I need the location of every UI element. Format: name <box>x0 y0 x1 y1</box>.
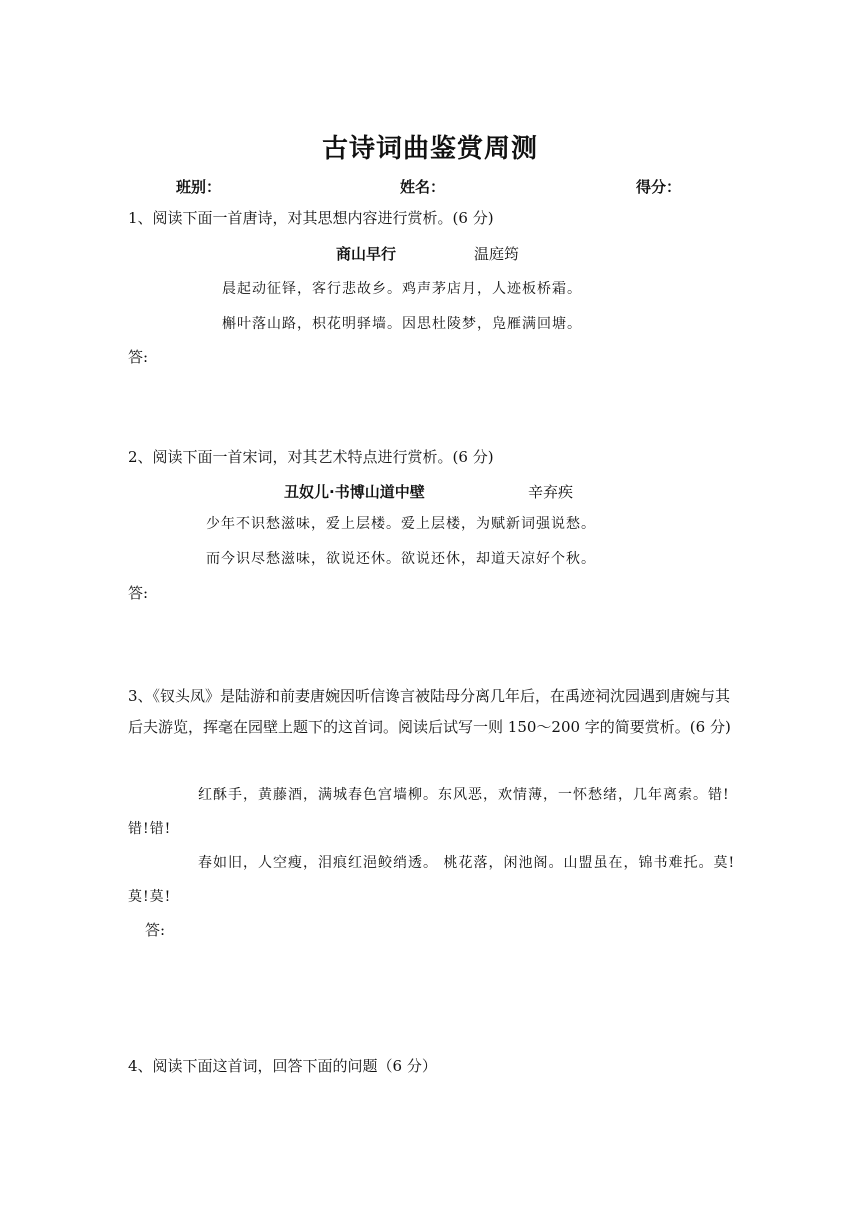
name-label: 姓名： <box>400 178 446 196</box>
question-2-poem-line-2: 而今识尽愁滋味，欲说还休。欲说还休，却道天凉好个秋。 <box>206 551 596 567</box>
question-3-poem-stanza-2: 春如旧，人空瘦，泪痕红浥鲛绡透。 桃花落，闲池阁。山盟虽在，锦书难托。莫!莫!莫! <box>128 855 736 905</box>
question-4-prompt: 4、阅读下面这首词，回答下面的问题（6 分） <box>128 1057 437 1075</box>
score-label: 得分： <box>636 178 682 196</box>
class-label: 班别： <box>176 178 222 196</box>
question-1-author: 温庭筠 <box>474 245 520 263</box>
question-2-prompt: 2、阅读下面一首宋词，对其艺术特点进行赏析。(6 分) <box>128 448 494 466</box>
question-1-prompt: 1、阅读下面一首唐诗，对其思想内容进行赏析。(6 分) <box>128 209 494 227</box>
question-3-prompt: 3、《钗头凤》是陆游和前妻唐婉因听信谗言被陆母分离几年后，在禹迹祠沈园遇到唐婉与其后夫游览，挥毫在园壁上题下的这首词。阅读后试写一则 150～200 字的简要赏析。(6 分) <box>128 687 731 736</box>
question-2-author: 辛弃疾 <box>528 483 574 501</box>
question-1-poem-line-2: 槲叶落山路，枳花明驿墙。因思杜陵梦，凫雁满回塘。 <box>222 316 582 332</box>
page-title: 古诗词曲鉴赏周测 <box>321 134 538 164</box>
question-1-poem-title: 商山早行 <box>336 245 397 263</box>
question-2-answer-label: 答: <box>128 584 149 602</box>
question-2-poem-title: 丑奴儿·书博山道中壁 <box>284 483 425 501</box>
question-3-answer-label: 答: <box>145 921 166 939</box>
question-3-poem-stanza-1: 红酥手，黄藤酒，满城春色宫墙柳。东风恶，欢情薄，一怀愁绪，几年离索。错!错!错! <box>128 787 730 837</box>
question-1-answer-label: 答: <box>128 348 149 366</box>
question-1-poem-line-1: 晨起动征铎，客行悲故乡。鸡声茅店月，人迹板桥霜。 <box>222 281 582 297</box>
question-2-poem-line-1: 少年不识愁滋味，爱上层楼。爱上层楼，为赋新词强说愁。 <box>206 516 596 532</box>
